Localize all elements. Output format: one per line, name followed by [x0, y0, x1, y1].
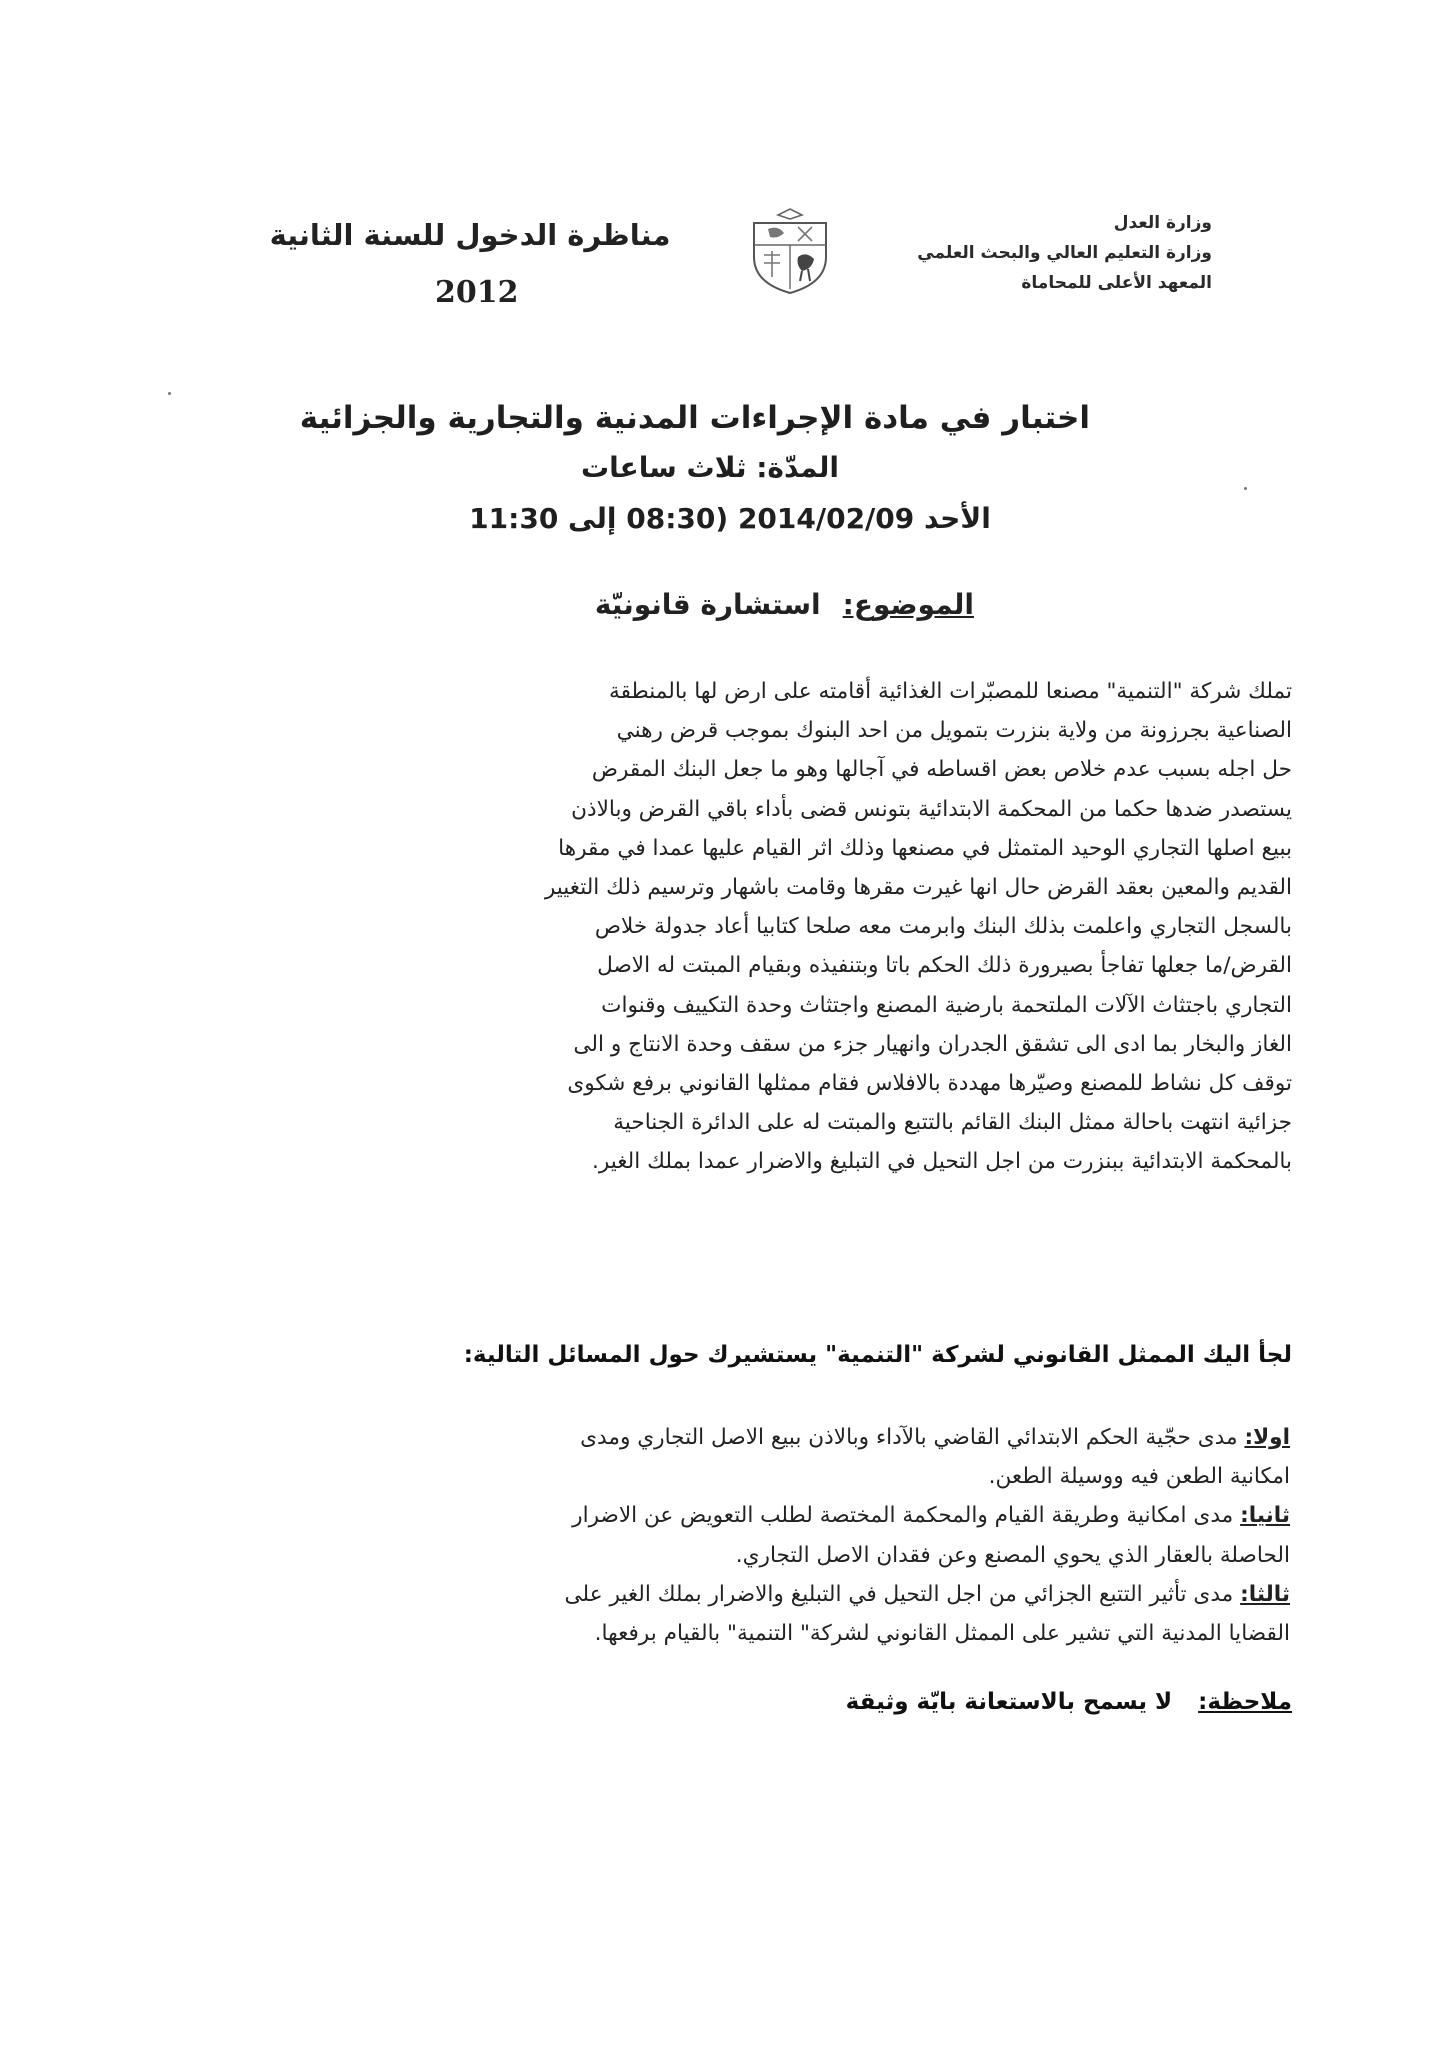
question-text: مدى تأثير التتبع الجزائي من اجل التحيل في التبليغ والاضرار بملك الغير على — [564, 1581, 1234, 1607]
topic-label: الموضوع: — [842, 588, 974, 621]
question-text: مدى حجّية الحكم الابتدائي القاضي بالآداء وبالاذن ببيع الاصل التجاري ومدى — [580, 1425, 1238, 1450]
case-statement — [144, 672, 1292, 1182]
case-line: الغاز والبخار بما ادى الى تشقق الجدران وانهيار جزء من سقف وحدة الانتاج و الى — [573, 1031, 1292, 1057]
question-third — [144, 1575, 1290, 1653]
consultation-request: لجأ اليك الممثل القانوني لشركة "التنمية" يستشيرك حول المسائل التالية: — [463, 1342, 1292, 1368]
ministry-line-higher-education: وزارة التعليم العالي والبحث العلمي — [917, 243, 1212, 263]
exam-date: الأحد 2014/02/09 (08:30 إلى 11:30 — [469, 502, 991, 535]
scan-speck — [1244, 487, 1247, 490]
note-value: لا يسمح بالاستعانة بايّة وثيقة — [845, 1689, 1173, 1715]
case-line: ببيع اصلها التجاري الوحيد المتمثل في مصنعها وذلك اثر القيام عليها عمدا في مقرها — [558, 835, 1292, 861]
topic — [454, 580, 974, 630]
exam-title: مناظرة الدخول للسنة الثانية — [269, 218, 671, 252]
question-label: اولا: — [1244, 1425, 1290, 1450]
ministry-header — [872, 208, 1212, 298]
exam-subject: اختبار في مادة الإجراءات المدنية والتجارية والجزائية — [299, 400, 1090, 436]
questions-list — [144, 1418, 1290, 1653]
case-line: يستصدر ضدها حكما من المحكمة الابتدائية بتونس قضى بأداء باقي القرض وبالاذن — [571, 796, 1292, 822]
case-line: جزائية انتهت باحالة ممثل البنك القائم بالتتبع والمبتت له على الدائرة الجناحية — [613, 1110, 1292, 1136]
question-label: ثالثا: — [1240, 1581, 1290, 1607]
question-text: القضايا المدنية التي تشير على الممثل القانوني لشركة" التنمية" بالقيام برفعها. — [594, 1621, 1290, 1647]
question-text: امكانية الطعن فيه ووسيلة الطعن. — [988, 1464, 1290, 1490]
case-line: التجاري باجتثاث الآلات الملتحمة بارضية المصنع واجتثاث وحدة التكييف وقنوات — [601, 992, 1292, 1018]
case-line: بالمحكمة الابتدائية ببنزرت من اجل التحيل في التبليغ والاضرار عمدا بملك الغير. — [591, 1149, 1292, 1175]
exam-year: 2012 — [435, 275, 519, 310]
question-second — [144, 1496, 1290, 1574]
note — [592, 1682, 1292, 1722]
exam-header — [250, 210, 690, 320]
case-line: الصناعية بجرزونة من ولاية بنزرت بتمويل من احد البنوك بموجب قرض رهني — [616, 718, 1292, 744]
case-line: بالسجل التجاري واعلمت بذلك البنك وابرمت معه صلحا كتابيا أعاد جدولة خلاص — [594, 914, 1292, 940]
exam-duration: المدّة: ثلاث ساعات — [580, 451, 839, 484]
case-line: حل اجله بسبب عدم خلاص بعض اقساطه في آجالها وهو ما جعل البنك المقرض — [591, 757, 1292, 783]
case-line: القديم والمعين بعقد القرض حال انها غيرت مقرها وقامت باشهار وترسيم ذلك التغيير — [544, 875, 1292, 901]
ministry-line-justice: وزارة العدل — [1113, 213, 1212, 233]
case-line: توقف كل نشاط للمصنع وصيّرها مهددة بالافلاس فقام ممثلها القانوني برفع شكوى — [567, 1071, 1292, 1097]
topic-value: استشارة قانونيّة — [594, 588, 821, 621]
tunisia-coat-of-arms-icon — [740, 205, 840, 297]
note-label: ملاحظة: — [1198, 1689, 1292, 1715]
case-line: تملك شركة "التنمية" مصنعا للمصبّرات الغذائية أقامته على ارض لها بالمنطقة — [609, 679, 1292, 704]
question-text: مدى امكانية وطريقة القيام والمحكمة المختصة لطلب التعويض عن الاضرار — [572, 1503, 1234, 1529]
question-text: الحاصلة بالعقار الذي يحوي المصنع وعن فقدان الاصل التجاري. — [735, 1542, 1290, 1568]
question-label: ثانيا: — [1240, 1503, 1290, 1529]
question-first — [144, 1418, 1290, 1496]
exam-info — [299, 392, 1090, 546]
case-line: القرض/ما جعلها تفاجأ بصيرورة ذلك الحكم باتا وبتنفيذه وبقيام المبتت له الاصل — [597, 953, 1292, 979]
scan-speck — [168, 392, 171, 395]
ministry-line-bar-institute: المعهد الأعلى للمحاماة — [1021, 273, 1212, 293]
